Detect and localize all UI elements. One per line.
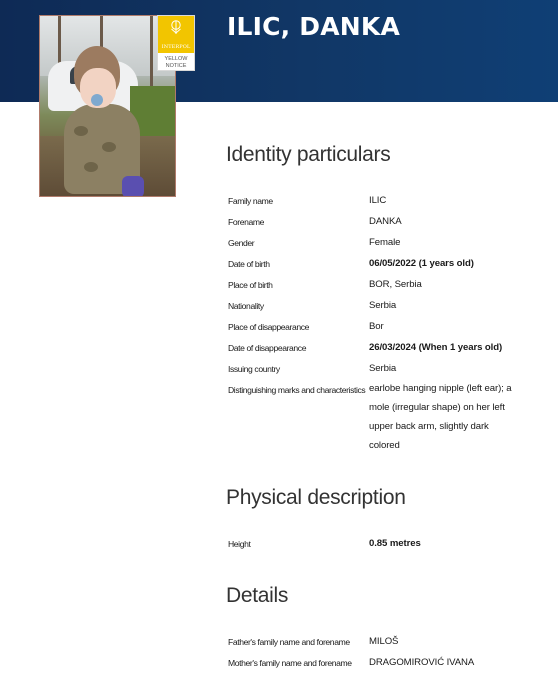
date-of-disappearance-value: 26/03/2024 (When 1 years old) (369, 342, 503, 353)
height-label: Height (228, 539, 251, 549)
family-name-value: ILIC (369, 195, 387, 206)
height-value: 0.85 metres (369, 538, 421, 549)
interpol-emblem-icon (170, 20, 182, 35)
physical-section-title: Physical description (226, 486, 406, 509)
father-name-label: Father's family name and forename (228, 637, 350, 647)
mother-name-value: DRAGOMIROVIĆ IVANA (369, 657, 475, 668)
date-of-birth-value: 06/05/2022 (1 years old) (369, 258, 474, 269)
gender-label: Gender (228, 238, 255, 248)
identity-section-title: Identity particulars (226, 143, 391, 166)
person-name-heading: ILIC, DANKA (227, 12, 401, 41)
forename-value: DANKA (369, 216, 402, 227)
family-name-label: Family name (228, 196, 273, 206)
issuing-country-value: Serbia (369, 363, 397, 374)
place-of-birth-value: BOR, Serbia (369, 279, 422, 290)
nationality-label: Nationality (228, 301, 264, 311)
date-of-disappearance-label: Date of disappearance (228, 343, 307, 353)
badge-type-label: YELLOW NOTICE (164, 56, 188, 69)
details-section-title: Details (226, 584, 289, 607)
place-of-disappearance-label: Place of disappearance (228, 322, 310, 332)
distinguishing-marks-value: earlobe hanging nipple (left ear); a mole (irregular shape) on her left upper back arm, slightly dark colored (369, 383, 512, 451)
father-name-value: MILOŠ (369, 636, 399, 647)
badge-org-label: INTERPOL (161, 44, 191, 50)
forename-label: Forename (228, 217, 264, 227)
nationality-value: Serbia (369, 300, 397, 311)
gender-value: Female (369, 237, 401, 248)
date-of-birth-label: Date of birth (228, 259, 270, 269)
person-photo[interactable] (39, 15, 176, 197)
place-of-birth-label: Place of birth (228, 280, 273, 290)
mother-name-label: Mother's family name and forename (228, 658, 352, 668)
distinguishing-marks-label: Distinguishing marks and characteristics (228, 385, 366, 395)
place-of-disappearance-value: Bor (369, 321, 384, 332)
yellow-notice-badge (157, 15, 195, 71)
issuing-country-label: Issuing country (228, 364, 280, 374)
